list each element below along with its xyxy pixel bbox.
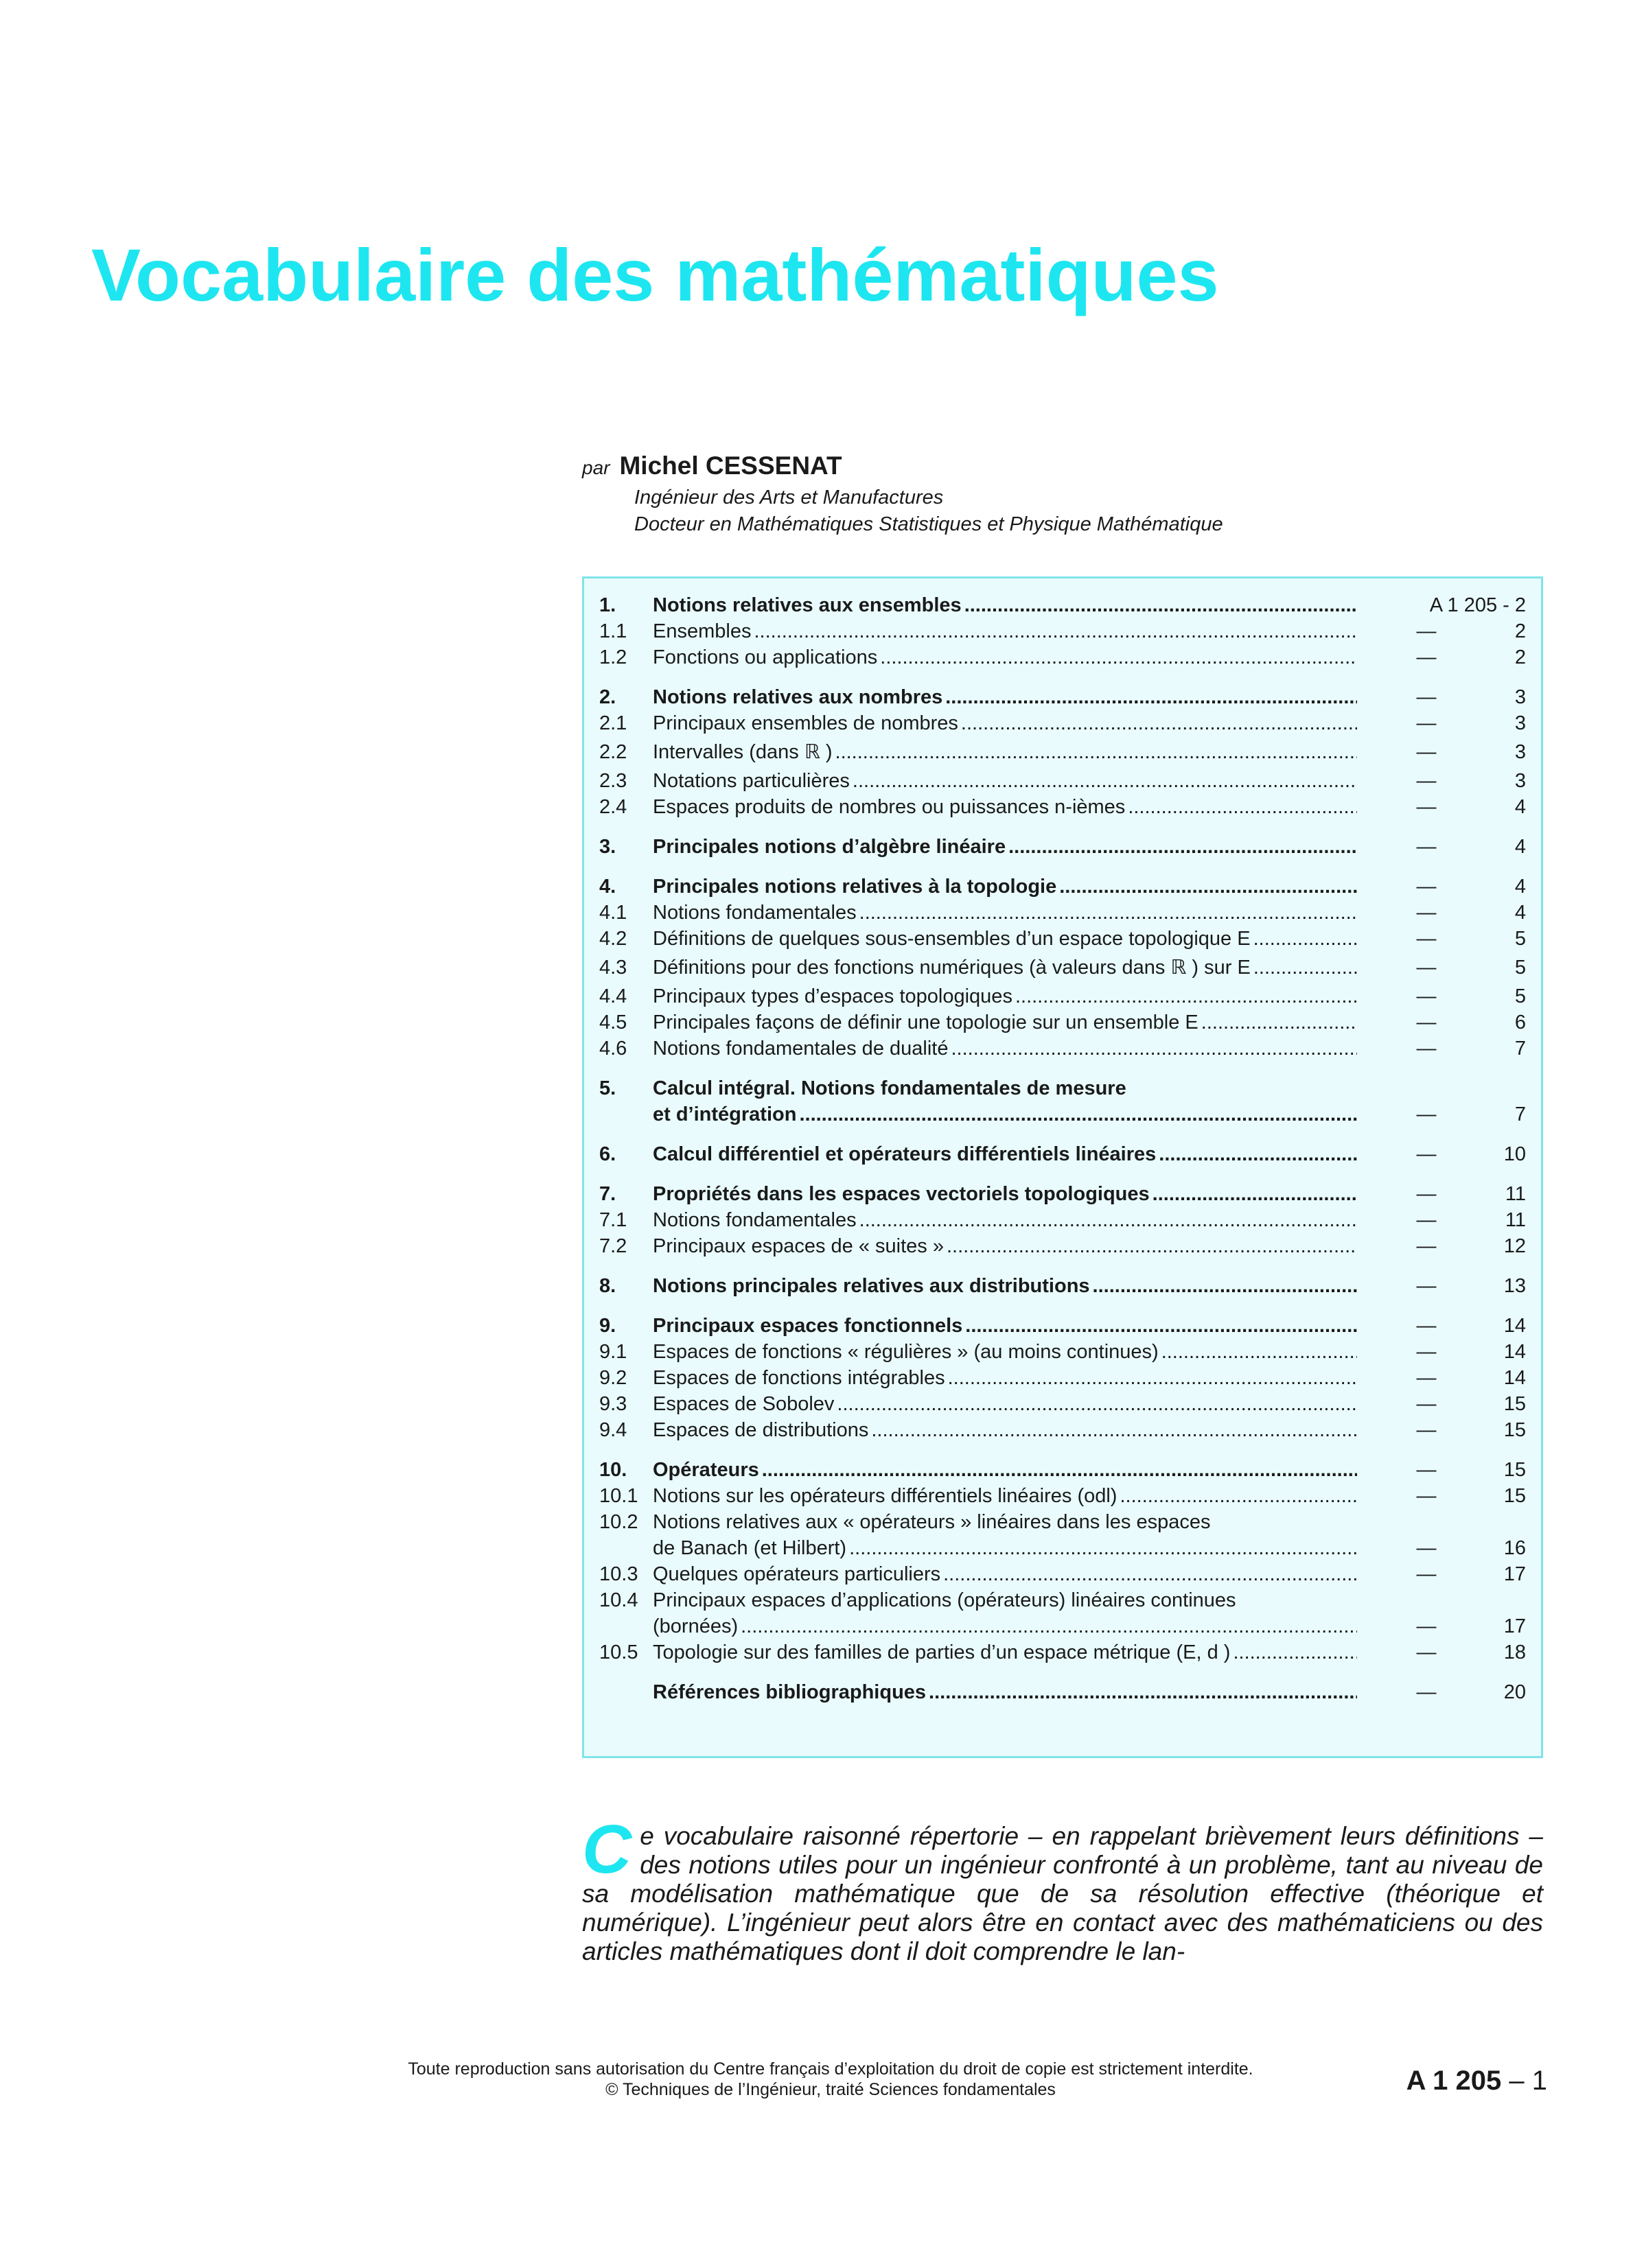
toc-entry-number: 1.2 bbox=[599, 646, 627, 668]
toc-entry-title-text: Espaces de fonctions intégrables bbox=[653, 1367, 945, 1389]
toc-entry bbox=[599, 1141, 1526, 1167]
toc-entry bbox=[599, 1483, 1526, 1509]
toc-entry-title bbox=[653, 1207, 1357, 1233]
toc-entry bbox=[599, 1679, 1526, 1705]
toc-entry-number: 9.4 bbox=[599, 1419, 627, 1441]
toc-dot-leader bbox=[799, 1101, 1357, 1127]
toc-entry-page: 18 bbox=[1503, 1641, 1526, 1663]
toc-entry-number: 6. bbox=[599, 1143, 616, 1165]
toc-entry bbox=[599, 592, 1526, 618]
toc-entry-number: 5. bbox=[599, 1077, 616, 1099]
toc-entry bbox=[599, 794, 1526, 820]
toc-entry-title bbox=[653, 1391, 1357, 1417]
toc-entry-dash: — bbox=[1416, 1459, 1437, 1481]
toc-entry-title bbox=[653, 618, 1357, 644]
author-line bbox=[582, 449, 1543, 484]
toc-entry-title-text: Notions fondamentales bbox=[653, 1209, 857, 1231]
drop-cap: C bbox=[582, 1811, 632, 1888]
toc-dot-leader bbox=[945, 684, 1357, 710]
toc-entry-title bbox=[653, 1587, 1357, 1613]
toc-entry-page: 17 bbox=[1503, 1615, 1526, 1637]
toc-entry-page: 3 bbox=[1514, 741, 1526, 763]
toc-entry-number: 4.2 bbox=[599, 928, 627, 950]
toc-entry-page: 5 bbox=[1514, 928, 1526, 950]
toc-entry-title-text: Définitions pour des fonctions numériques (à valeurs dans ℝ ) sur E bbox=[653, 957, 1251, 979]
toc-dot-leader bbox=[880, 644, 1357, 670]
toc-dot-leader bbox=[1015, 983, 1357, 1009]
toc-entry-page: 7 bbox=[1514, 1038, 1526, 1060]
toc-entry-title-text: Topologie sur des familles de parties d’un espace métrique (E, d ) bbox=[653, 1641, 1231, 1663]
toc-entry-title-text: Opérateurs bbox=[653, 1459, 759, 1481]
toc-entry-title-text: Espaces produits de nombres ou puissances n-ièmes bbox=[653, 796, 1126, 818]
toc-entry bbox=[599, 1181, 1526, 1207]
toc-dot-leader bbox=[1153, 1181, 1357, 1207]
toc-entry bbox=[599, 1391, 1526, 1417]
toc-entry-title bbox=[653, 1535, 1357, 1561]
author-prefix: par bbox=[582, 457, 610, 478]
toc-entry-dash: — bbox=[1416, 1012, 1437, 1033]
toc-entry-page: 11 bbox=[1505, 1209, 1526, 1231]
toc-entry-page: 15 bbox=[1503, 1485, 1526, 1507]
toc-entry-title bbox=[653, 1313, 1357, 1339]
toc-entry-number: 4.3 bbox=[599, 957, 627, 979]
toc-entry-title bbox=[653, 592, 1357, 618]
toc-entry-dash: — bbox=[1416, 957, 1437, 979]
toc-entry-title-text: Notions relatives aux nombres bbox=[653, 686, 943, 708]
toc-entry bbox=[599, 926, 1526, 952]
toc-dot-leader bbox=[1161, 1339, 1357, 1365]
copyright-notice: Toute reproduction sans autorisation du Centre français d’exploitation du droit de copie est strictement interdite. bbox=[408, 2059, 1253, 2079]
toc-entry-title bbox=[653, 1181, 1357, 1207]
toc-entry bbox=[599, 1613, 1526, 1639]
toc-entry-number: 1.1 bbox=[599, 620, 627, 642]
toc-entry-dash: — bbox=[1416, 928, 1437, 950]
toc-dot-leader bbox=[871, 1417, 1357, 1443]
toc-entry-number: 2. bbox=[599, 686, 616, 708]
toc-entry-title bbox=[653, 1613, 1357, 1639]
toc-entry-dash: — bbox=[1416, 1393, 1437, 1415]
intro-paragraph bbox=[582, 1811, 1543, 1966]
toc-dot-leader bbox=[837, 1391, 1357, 1417]
toc-entry bbox=[599, 900, 1526, 926]
toc-entry-title bbox=[653, 952, 1357, 983]
toc-dot-leader bbox=[1059, 874, 1357, 900]
toc-entry-title bbox=[653, 644, 1357, 670]
toc-entry-number: 10.3 bbox=[599, 1563, 638, 1585]
toc-entry bbox=[599, 1587, 1526, 1613]
toc-entry bbox=[599, 1009, 1526, 1036]
toc-entry-number: 4.4 bbox=[599, 985, 627, 1007]
toc-entry-title-text: Espaces de fonctions « régulières » (au moins continues) bbox=[653, 1341, 1159, 1363]
toc-entry-title-text: Principaux ensembles de nombres bbox=[653, 712, 958, 734]
toc-entry-title-text: Définitions de quelques sous-ensembles d’un espace topologique E bbox=[653, 928, 1251, 950]
toc-entry-dash: — bbox=[1416, 1275, 1437, 1297]
toc-entry-title bbox=[653, 874, 1357, 900]
toc-dot-leader bbox=[1253, 926, 1357, 952]
toc-entry-page: 12 bbox=[1503, 1235, 1526, 1257]
toc-entry-number: 2.3 bbox=[599, 770, 627, 792]
toc-entry bbox=[599, 1561, 1526, 1587]
toc-entry-title bbox=[653, 834, 1357, 860]
toc-entry-dash: — bbox=[1416, 1367, 1437, 1389]
publisher-line: © Techniques de l’Ingénieur, traité Sciences fondamentales bbox=[605, 2080, 1056, 2099]
toc-entry-number: 9. bbox=[599, 1315, 616, 1337]
toc-entry-page: 16 bbox=[1503, 1537, 1526, 1559]
toc-entry-number: 7.2 bbox=[599, 1235, 627, 1257]
toc-entry-number: 2.1 bbox=[599, 712, 627, 734]
toc-entry-title bbox=[653, 1101, 1357, 1127]
toc-entry bbox=[599, 1207, 1526, 1233]
toc-entry-dash: — bbox=[1416, 1537, 1437, 1559]
toc-entry-title bbox=[653, 900, 1357, 926]
toc-entry-dash: — bbox=[1416, 646, 1437, 668]
toc-entry-dash: — bbox=[1416, 620, 1437, 642]
toc-entry-page: 14 bbox=[1503, 1315, 1526, 1337]
toc-dot-leader bbox=[754, 618, 1357, 644]
toc-entry-title-text: Ensembles bbox=[653, 620, 752, 642]
toc-entry bbox=[599, 952, 1526, 983]
toc-entry-title bbox=[653, 684, 1357, 710]
toc-entry-title bbox=[653, 1679, 1357, 1705]
toc-dot-leader bbox=[964, 592, 1357, 618]
toc-entry-title bbox=[653, 794, 1357, 820]
toc-entry-dash: — bbox=[1416, 1485, 1437, 1507]
toc-dot-leader bbox=[1233, 1639, 1357, 1665]
author-affiliation-1: Ingénieur des Arts et Manufactures bbox=[634, 487, 944, 508]
toc-dot-leader bbox=[1159, 1141, 1357, 1167]
toc-entry-number: 10.4 bbox=[599, 1589, 638, 1611]
toc-entry-page: 5 bbox=[1514, 985, 1526, 1007]
toc-entry-title-text: Notions sur les opérateurs différentiels linéaires (odl) bbox=[653, 1485, 1117, 1507]
toc-dot-leader bbox=[853, 768, 1357, 794]
toc-entry-title bbox=[653, 1639, 1357, 1665]
toc-entry-dash: — bbox=[1416, 1209, 1437, 1231]
toc-dot-leader bbox=[849, 1535, 1357, 1561]
toc-entry-page: 15 bbox=[1503, 1393, 1526, 1415]
toc-entry-page: 3 bbox=[1514, 712, 1526, 734]
page-identifier bbox=[1406, 2066, 1547, 2096]
document-code: A 1 205 bbox=[1406, 2066, 1502, 2096]
intro-text: e vocabulaire raisonné répertorie – en rappelant brièvement leurs définitions – des notions utiles pour un ingénieur confronté à un problème, tant au niveau de sa modélisation mathématique que de sa résolution effective (théorique et numérique). L’ingénieur peut alors être en contact avec des mathématiciens ou des articles mathématiques dont il doit comprendre le lan- bbox=[582, 1822, 1543, 1965]
toc-entry-title bbox=[653, 736, 1357, 768]
toc-entry-page: 4 bbox=[1514, 876, 1526, 898]
toc-entry-title bbox=[653, 1561, 1357, 1587]
toc-entry-title-text: Notions principales relatives aux distributions bbox=[653, 1275, 1090, 1297]
toc-entry-title-text: Fonctions ou applications bbox=[653, 646, 878, 668]
toc-entry-page: 2 bbox=[1514, 646, 1526, 668]
toc-entry-page: 6 bbox=[1514, 1012, 1526, 1033]
toc-entry-title bbox=[653, 1417, 1357, 1443]
toc-entry-title bbox=[653, 768, 1357, 794]
toc-entry-number: 2.2 bbox=[599, 741, 627, 763]
toc-entry-dash: — bbox=[1416, 1615, 1437, 1637]
toc-entry-dash: — bbox=[1416, 796, 1437, 818]
toc-entry-dash: — bbox=[1416, 1183, 1437, 1205]
toc-entry-title bbox=[653, 1483, 1357, 1509]
toc-entry bbox=[599, 684, 1526, 710]
toc-entry bbox=[599, 710, 1526, 736]
toc-entry-title-text: Principales notions d’algèbre linéaire bbox=[653, 836, 1006, 858]
toc-dot-leader bbox=[1253, 952, 1357, 983]
toc-entry bbox=[599, 644, 1526, 670]
toc-entry-page-ref: A 1 205 - 2 bbox=[1429, 594, 1526, 616]
toc-entry-number: 10.2 bbox=[599, 1511, 638, 1533]
toc-entry-title-text: Principales façons de définir une topologie sur un ensemble E bbox=[653, 1012, 1198, 1033]
toc-dot-leader bbox=[943, 1561, 1357, 1587]
toc-dot-leader bbox=[929, 1679, 1357, 1705]
toc-entry-page: 4 bbox=[1514, 902, 1526, 924]
toc-entry-title-text: Propriétés dans les espaces vectoriels topologiques bbox=[653, 1183, 1150, 1205]
toc-entry-page: 10 bbox=[1503, 1143, 1526, 1165]
toc-entry-dash: — bbox=[1416, 1641, 1437, 1663]
toc-entry-title-text: et d’intégration bbox=[653, 1103, 797, 1125]
toc-entry-number: 2.4 bbox=[599, 796, 627, 818]
toc-dot-leader bbox=[961, 710, 1357, 736]
toc-entry-title bbox=[653, 1339, 1357, 1365]
toc-entry-page: 7 bbox=[1514, 1103, 1526, 1125]
toc-entry-title-text: Principales notions relatives à la topologie bbox=[653, 876, 1057, 898]
toc-entry bbox=[599, 1233, 1526, 1259]
toc-entry bbox=[599, 618, 1526, 644]
toc-entry bbox=[599, 1036, 1526, 1062]
toc-entry-number: 4.1 bbox=[599, 902, 627, 924]
toc-entry-dash: — bbox=[1416, 876, 1437, 898]
toc-entry-title bbox=[653, 1273, 1357, 1299]
toc-dot-leader bbox=[1093, 1273, 1357, 1299]
toc-entry-page: 5 bbox=[1514, 957, 1526, 979]
toc-dot-leader bbox=[951, 1036, 1357, 1062]
toc-entry-title bbox=[653, 1075, 1357, 1101]
toc-entry-number: 7.1 bbox=[599, 1209, 627, 1231]
toc-entry-number: 10. bbox=[599, 1459, 627, 1481]
toc-entry-dash: — bbox=[1416, 1315, 1437, 1337]
toc-entry-title bbox=[653, 983, 1357, 1009]
toc-entry-title-text: Principaux espaces d’applications (opérateurs) linéaires continues bbox=[653, 1589, 1236, 1611]
toc-entry-number: 9.1 bbox=[599, 1341, 627, 1363]
toc-entry-number: 10.5 bbox=[599, 1641, 638, 1663]
toc-entry-page: 13 bbox=[1503, 1275, 1526, 1297]
toc-entry-dash: — bbox=[1416, 1419, 1437, 1441]
toc-entry-title-text: Notions fondamentales de dualité bbox=[653, 1038, 949, 1060]
toc-entry-dash: — bbox=[1416, 712, 1437, 734]
toc-entry-dash: — bbox=[1416, 1341, 1437, 1363]
toc-entry bbox=[599, 1417, 1526, 1443]
toc-entry-title bbox=[653, 1141, 1357, 1167]
footer-notice bbox=[275, 2059, 1387, 2100]
toc-entry-dash: — bbox=[1416, 1103, 1437, 1125]
toc-entry-number: 3. bbox=[599, 836, 616, 858]
toc-entry-title-text: Notions fondamentales bbox=[653, 902, 857, 924]
toc-entry-page: 4 bbox=[1514, 796, 1526, 818]
toc-entry-title bbox=[653, 1509, 1357, 1535]
toc-dot-leader bbox=[1120, 1483, 1357, 1509]
toc-entry-title-text: Notions relatives aux ensembles bbox=[653, 594, 962, 616]
toc-entry bbox=[599, 1339, 1526, 1365]
toc-dot-leader bbox=[859, 1207, 1357, 1233]
toc-entry-number: 9.3 bbox=[599, 1393, 627, 1415]
toc-entry-page: 17 bbox=[1503, 1563, 1526, 1585]
toc-entry-title-text: Références bibliographiques bbox=[653, 1681, 927, 1703]
toc-entry-page: 2 bbox=[1514, 620, 1526, 642]
toc-entry bbox=[599, 1457, 1526, 1483]
toc-entry-dash: — bbox=[1416, 1038, 1437, 1060]
toc-entry bbox=[599, 1365, 1526, 1391]
toc-entry-title-text: Notions relatives aux « opérateurs » linéaires dans les espaces bbox=[653, 1511, 1211, 1533]
author-affiliation-2: Docteur en Mathématiques Statistiques et Physique Mathématique bbox=[634, 513, 1223, 535]
toc-entry-dash: — bbox=[1416, 985, 1437, 1007]
toc-dot-leader bbox=[947, 1233, 1357, 1259]
toc-entry-number: 7. bbox=[599, 1183, 616, 1205]
toc-dot-leader bbox=[965, 1313, 1357, 1339]
toc-dot-leader bbox=[859, 900, 1357, 926]
toc-entry bbox=[599, 834, 1526, 860]
toc-entry-number: 10.1 bbox=[599, 1485, 638, 1507]
toc-dot-leader bbox=[948, 1365, 1357, 1391]
table-of-contents bbox=[582, 576, 1543, 1758]
toc-entry-dash: — bbox=[1416, 1563, 1437, 1585]
toc-entry-title-text: Calcul différentiel et opérateurs différentiels linéaires bbox=[653, 1143, 1157, 1165]
toc-entry-number: 9.2 bbox=[599, 1367, 627, 1389]
toc-entry-title bbox=[653, 1009, 1357, 1036]
page-number: 1 bbox=[1531, 2066, 1547, 2096]
toc-dot-leader bbox=[1201, 1009, 1357, 1036]
author-block bbox=[582, 449, 1543, 538]
toc-entry-page: 14 bbox=[1503, 1341, 1526, 1363]
toc-entry-dash: — bbox=[1416, 902, 1437, 924]
toc-entry-title-text: de Banach (et Hilbert) bbox=[653, 1537, 847, 1559]
toc-entry-page: 3 bbox=[1514, 770, 1526, 792]
toc-entry-title bbox=[653, 1365, 1357, 1391]
toc-entry-dash: — bbox=[1416, 1143, 1437, 1165]
toc-entry-page: 3 bbox=[1514, 686, 1526, 708]
toc-entry-page: 4 bbox=[1514, 836, 1526, 858]
toc-entry-dash: — bbox=[1416, 836, 1437, 858]
toc-entry-title bbox=[653, 926, 1357, 952]
toc-entry-title-text: Principaux espaces de « suites » bbox=[653, 1235, 944, 1257]
toc-dot-leader bbox=[835, 736, 1357, 768]
toc-dot-leader bbox=[762, 1457, 1357, 1483]
toc-entry bbox=[599, 1313, 1526, 1339]
toc-entry-title-text: Calcul intégral. Notions fondamentales de mesure bbox=[653, 1077, 1126, 1099]
toc-entry-title-text: Notations particulières bbox=[653, 770, 850, 792]
toc-entry-dash: — bbox=[1416, 770, 1437, 792]
toc-entry-dash: — bbox=[1416, 686, 1437, 708]
toc-entry-title-text: Principaux espaces fonctionnels bbox=[653, 1315, 963, 1337]
toc-entry bbox=[599, 1535, 1526, 1561]
toc-entry-page: 15 bbox=[1503, 1459, 1526, 1481]
toc-entry-title-text: Espaces de Sobolev bbox=[653, 1393, 835, 1415]
toc-entry-title bbox=[653, 1457, 1357, 1483]
toc-dot-leader bbox=[1128, 794, 1357, 820]
document-title: Vocabulaire des mathématiques bbox=[91, 233, 1219, 316]
toc-entry-page: 11 bbox=[1505, 1183, 1526, 1205]
toc-entry bbox=[599, 1101, 1526, 1127]
toc-entry-number: 4.5 bbox=[599, 1012, 627, 1033]
toc-entry-title-text: Quelques opérateurs particuliers bbox=[653, 1563, 941, 1585]
toc-entry-title-text: Intervalles (dans ℝ ) bbox=[653, 741, 833, 763]
toc-entry-page: 20 bbox=[1503, 1681, 1526, 1703]
toc-entry bbox=[599, 1075, 1526, 1101]
toc-entry bbox=[599, 1639, 1526, 1665]
toc-entry-title bbox=[653, 1036, 1357, 1062]
toc-entry bbox=[599, 874, 1526, 900]
toc-entry-number: 4.6 bbox=[599, 1038, 627, 1060]
page-separator: – bbox=[1501, 2066, 1532, 2096]
toc-dot-leader bbox=[1008, 834, 1357, 860]
toc-entry-title bbox=[653, 1233, 1357, 1259]
toc-entry bbox=[599, 983, 1526, 1009]
toc-entry bbox=[599, 768, 1526, 794]
author-name: Michel CESSENAT bbox=[619, 452, 842, 480]
toc-entry-page: 15 bbox=[1503, 1419, 1526, 1441]
toc-entry-title-text: Espaces de distributions bbox=[653, 1419, 869, 1441]
toc-entry-dash: — bbox=[1416, 1681, 1437, 1703]
toc-entry bbox=[599, 736, 1526, 768]
toc-entry-dash: — bbox=[1416, 1235, 1437, 1257]
toc-entry-title-text: (bornées) bbox=[653, 1615, 739, 1637]
toc-entry-title-text: Principaux types d’espaces topologiques bbox=[653, 985, 1012, 1007]
toc-entry-number: 4. bbox=[599, 876, 616, 898]
toc-entry-title bbox=[653, 710, 1357, 736]
toc-dot-leader bbox=[741, 1613, 1357, 1639]
toc-entry bbox=[599, 1273, 1526, 1299]
toc-entry-number: 8. bbox=[599, 1275, 616, 1297]
toc-entry-page: 14 bbox=[1503, 1367, 1526, 1389]
toc-entry bbox=[599, 1509, 1526, 1535]
toc-entry-dash: — bbox=[1416, 741, 1437, 763]
toc-entry-number: 1. bbox=[599, 594, 616, 616]
